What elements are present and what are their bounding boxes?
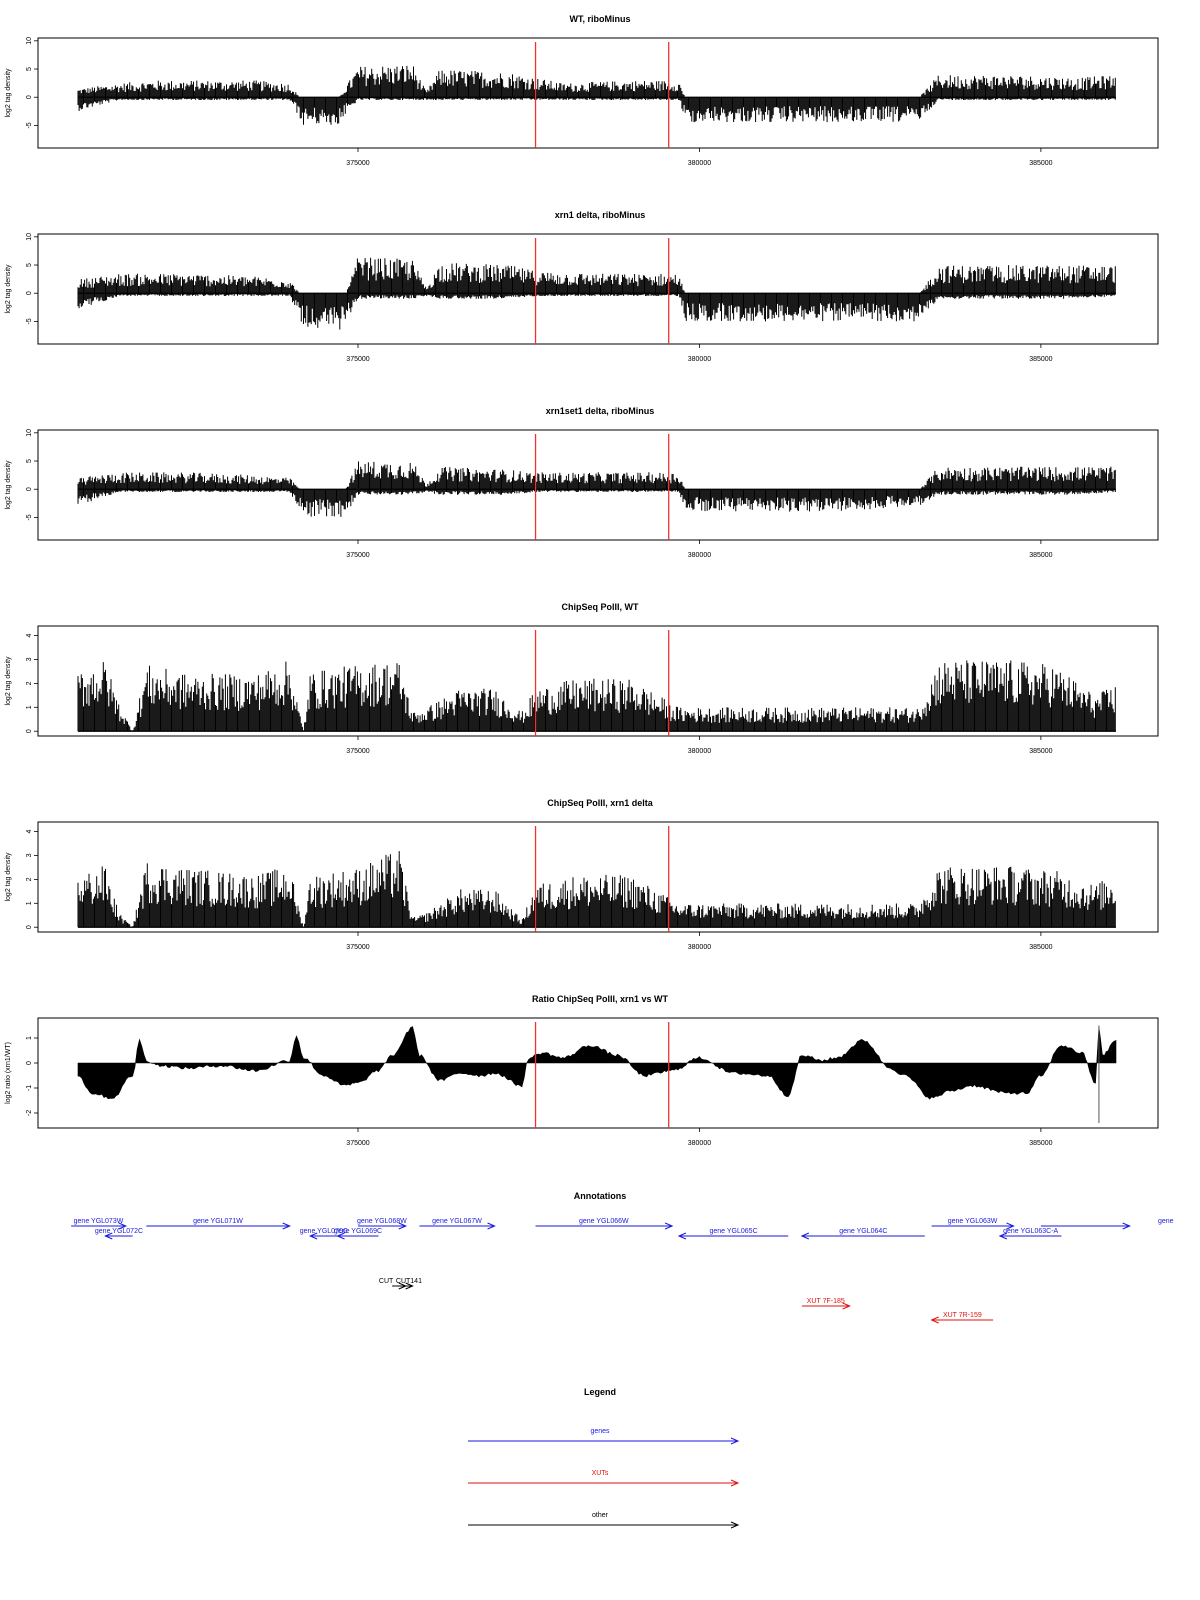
feature-label: gene YGL066W	[578, 1218, 629, 1225]
chart-title: WT, riboMinus	[569, 14, 631, 24]
legend-title: Legend	[583, 1387, 617, 1397]
y-tick-label: 5	[26, 263, 33, 267]
feature-gene	[1041, 1218, 1174, 1229]
x-tick-label: 375000	[346, 1140, 370, 1147]
y-axis-label: log2 tag density	[5, 852, 12, 902]
x-tick-label: 380000	[687, 356, 712, 363]
feature-label: gene YGL069C	[333, 1228, 383, 1235]
chart-panel-1	[5, 14, 1158, 167]
feature-gene-ygl069c	[334, 1228, 382, 1239]
feature-label: CUT141	[395, 1278, 422, 1285]
feature-cut141	[396, 1278, 422, 1289]
x-tick-label: 385000	[1029, 1140, 1053, 1147]
x-tick-label: 385000	[1029, 356, 1053, 363]
y-axis-label: log2 tag density	[5, 68, 12, 118]
chart-panel-2	[5, 210, 1158, 363]
y-tick-label: 10	[26, 36, 33, 45]
y-tick-label: 4	[26, 633, 33, 638]
signal-track	[78, 661, 1116, 732]
y-tick-label: -5	[26, 318, 33, 325]
legend-label-gene: genes	[590, 1428, 610, 1435]
x-tick-label: 375000	[346, 356, 370, 363]
y-tick-label: -2	[26, 1109, 33, 1117]
x-tick-label: 375000	[346, 552, 370, 559]
x-tick-label: 385000	[1029, 944, 1053, 951]
x-tick-label: 385000	[1029, 160, 1053, 167]
x-tick-label: 380000	[687, 748, 712, 755]
signal-bars	[78, 661, 1115, 732]
feature-label: gene YGL063C-A	[1003, 1228, 1059, 1235]
feature-gene-ygl067w	[419, 1218, 494, 1229]
feature-label: gene YGL068W	[357, 1218, 407, 1225]
y-axis-label: log2 tag density	[5, 656, 12, 706]
signal-track	[78, 462, 1116, 517]
feature-label: gene YGL070C	[299, 1228, 348, 1235]
chart-title: Ratio ChipSeq PolII, xrn1 vs WT	[531, 994, 669, 1004]
x-tick-label: 380000	[687, 1140, 712, 1147]
feature-gene-ygl071w	[146, 1218, 289, 1229]
chart-title: ChipSeq PolII, xrn1 delta	[547, 798, 653, 808]
x-tick-label: 380000	[687, 160, 712, 167]
chart-panel-6	[5, 994, 1158, 1147]
y-tick-label: 3	[26, 853, 33, 858]
x-tick-label: 375000	[346, 160, 370, 167]
annotations-title: Annotations	[573, 1191, 627, 1201]
y-tick-label: 10	[26, 428, 33, 437]
y-tick-label: -5	[26, 514, 33, 521]
x-tick-label: 375000	[346, 748, 370, 755]
y-axis-label: log2 tag density	[5, 264, 12, 314]
signal-track	[78, 851, 1116, 927]
y-tick-label: 0	[26, 925, 33, 930]
x-tick-label: 385000	[1029, 552, 1053, 559]
y-axis-label: log2 tag density	[5, 460, 12, 510]
chart-title: ChipSeq PolII, WT	[561, 602, 639, 612]
feature-label: CUT	[378, 1278, 394, 1285]
signal-track	[78, 66, 1116, 125]
legend-label-other: other	[592, 1512, 608, 1519]
y-tick-label: 1	[26, 901, 33, 906]
signal-track	[78, 258, 1116, 330]
feature-label: gene YGL073W	[73, 1218, 124, 1225]
feature-label: gene YGL064C	[839, 1228, 888, 1235]
chart-panel-4	[5, 602, 1158, 755]
feature-label: XUT 7R-159	[942, 1312, 982, 1319]
feature-label: gene YGL072C	[94, 1228, 144, 1235]
feature-xut-7f-185	[802, 1298, 850, 1309]
signal-bars	[78, 66, 1115, 125]
x-tick-label: 375000	[346, 944, 370, 951]
feature-label: XUT 7F-185	[806, 1298, 845, 1305]
y-tick-label: -5	[26, 122, 33, 129]
feature-label: gene YGL071W	[193, 1218, 243, 1225]
y-tick-label: 4	[26, 829, 33, 834]
y-tick-label: 2	[26, 681, 33, 686]
feature-label: gene YGL065C	[709, 1228, 758, 1235]
feature-xut-7r-159	[932, 1312, 993, 1323]
y-tick-label: 10	[26, 232, 33, 241]
y-tick-label: 1	[26, 705, 33, 710]
feature-label: gene YGL067W	[432, 1218, 482, 1225]
signal-track	[78, 1026, 1116, 1124]
feature-gene-ygl064c	[802, 1228, 925, 1239]
feature-gene-ygl072c	[95, 1228, 143, 1239]
y-tick-label: 1	[26, 1036, 33, 1040]
legend	[468, 1387, 738, 1528]
y-tick-label: 5	[26, 459, 33, 463]
feature-gene-ygl065c	[679, 1228, 788, 1239]
chart-title: xrn1 delta, riboMinus	[554, 210, 646, 220]
y-tick-label: -1	[26, 1084, 33, 1092]
feature-gene-ygl063w	[932, 1218, 1014, 1229]
chart-panel-5	[5, 798, 1158, 951]
ratio-area	[78, 1027, 1116, 1100]
chart-title: xrn1set1 delta, riboMinus	[545, 406, 655, 416]
feature-label: gene	[1158, 1218, 1174, 1225]
feature-gene-ygl063c-a	[1000, 1228, 1061, 1239]
signal-bars	[78, 851, 1115, 927]
y-tick-label: 0	[26, 1061, 33, 1065]
y-tick-label: 5	[26, 67, 33, 71]
x-tick-label: 380000	[687, 944, 712, 951]
y-tick-label: 0	[26, 487, 33, 492]
y-tick-label: 0	[26, 95, 33, 100]
feature-gene-ygl066w	[536, 1218, 673, 1229]
legend-label-xut: XUTs	[591, 1470, 609, 1477]
y-tick-label: 2	[26, 877, 33, 882]
y-tick-label: 0	[26, 291, 33, 296]
annotations-panel	[71, 1191, 1174, 1323]
chart-panel-3	[5, 406, 1158, 559]
y-axis-label: log2 ratio (xrn1/WT)	[5, 1042, 12, 1104]
x-tick-label: 380000	[687, 552, 712, 559]
y-tick-label: 3	[26, 657, 33, 662]
feature-label: gene YGL063W	[947, 1218, 998, 1225]
x-tick-label: 385000	[1029, 748, 1053, 755]
y-tick-label: 0	[26, 729, 33, 734]
